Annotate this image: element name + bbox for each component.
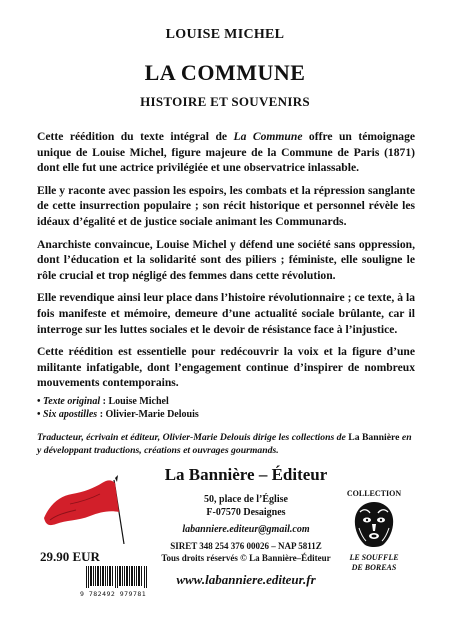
publisher-email: labanniere.editeur@gmail.com	[182, 524, 310, 535]
blurb-paragraph: Cette réédition est essentielle pour redécouvrir la voix et la figure d’une militante infatigable, dont l’engagement continue d’inspirer de nombreux mouvements contemporains.	[37, 345, 415, 390]
publisher-name: La Bannière – Éditeur	[164, 465, 328, 484]
red-flag-icon	[40, 474, 128, 544]
barcode-digits: 9 782492 979781	[80, 590, 147, 598]
publisher-address: 50, place de l’Église F-07570 Desaignes	[204, 494, 288, 518]
credits-list	[37, 395, 417, 421]
collection-label: COLLECTION	[346, 489, 402, 498]
publisher-website: www.labanniere.editeur.fr	[176, 572, 316, 587]
translator-note: Traducteur, écrivain et éditeur, Olivier-Marie Delouis dirige les collections de La Bannière en y développant traductions, créations et ouvrages gourmands.	[37, 432, 412, 456]
back-cover-blurb	[37, 129, 415, 398]
publisher-legal: SIRET 348 254 376 00026 – NAP 5811Z Tous droits réservés © La Bannière–Éditeur	[161, 541, 331, 563]
price-label: 29.90 EUR	[40, 549, 100, 564]
credit-apostilles: • Six apostilles : Olivier-Marie Delouis	[37, 409, 199, 420]
blurb-paragraph: Elle y raconte avec passion les espoirs, les combats et la répression sanglante de cette insurrection populaire ; son récit historique et personnel révèle les idéaux d’égalité et de justice sociale animant les Communards.	[37, 183, 415, 228]
author-name: LOUISE MICHEL	[165, 27, 285, 42]
book-subtitle: HISTOIRE ET SOUVENIRS	[140, 94, 310, 109]
blurb-paragraph: Anarchiste convaincue, Louise Michel y défend une société sans oppression, dont l’éducation et la solidarité sont des piliers ; féministe, elle souligne le rôle crucial et trop négligé des femmes dans cette révolution.	[37, 237, 415, 282]
credit-original: • Texte original : Louise Michel	[37, 396, 169, 407]
boreas-mask-icon	[350, 500, 398, 550]
blurb-paragraph: Cette réédition du texte intégral de La Commune offre un témoignage unique de Louise Michel, figure majeure de la Commune de Paris (1871) dont elle fut une actrice privilégiée et une observatrice inlassable.	[37, 130, 416, 175]
blurb-paragraph: Elle revendique ainsi leur place dans l’histoire révolutionnaire ; ce texte, à la fois manifeste et mémoire, demeure d’une actualité sociale brûlante, car il interroge sur les luttes sociales et le devoir de résistance face à l’injustice.	[37, 291, 415, 336]
collection-name: LE SOUFFLE DE BOREAS	[349, 553, 399, 572]
work-title: La Commune	[233, 130, 303, 143]
book-title: LA COMMUNE	[144, 60, 306, 85]
